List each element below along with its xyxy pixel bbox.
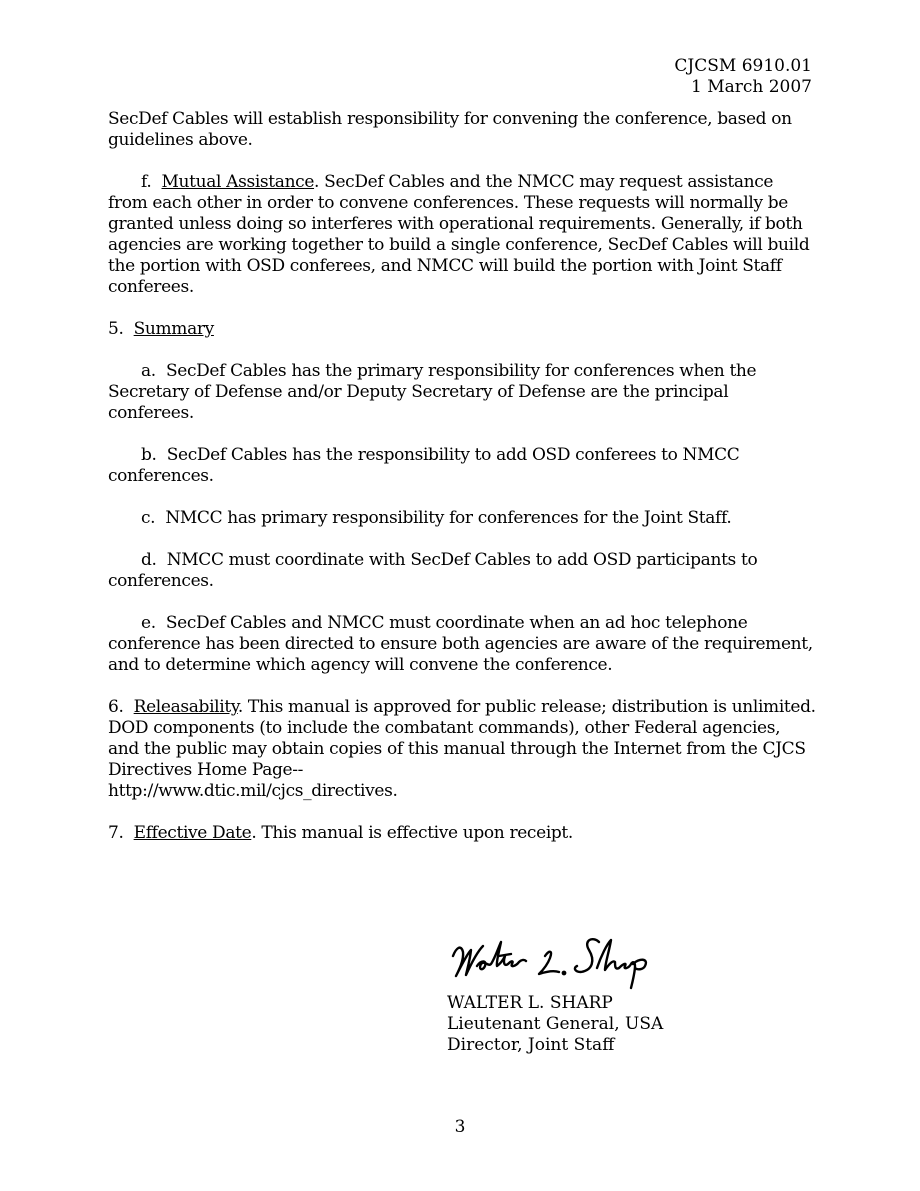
summary-item-text: NMCC must coordinate with SecDef Cables to add OSD participants to conferences.: [108, 550, 758, 591]
signatory-name: WALTER L. SHARP: [447, 993, 613, 1013]
paragraph-f-heading: Mutual Assistance: [161, 172, 315, 192]
paragraph-f: [108, 172, 816, 298]
intro-paragraph: SecDef Cables will establish responsibility for convening the conference, based on guidelines above.: [108, 109, 792, 150]
summary-item-c: [108, 508, 816, 529]
summary-item-d: [108, 550, 816, 592]
section-7-heading: Effective Date: [133, 823, 252, 843]
signatory-details: [447, 993, 747, 1056]
section-7-text: . This manual is effective upon receipt.: [251, 823, 573, 843]
document-header: [674, 56, 812, 98]
summary-item-text: SecDef Cables has the primary responsibility for conferences when the Secretary of Defense and/or Deputy Secretary of Defense are the principal conferees.: [108, 361, 757, 423]
document-body: [108, 109, 816, 865]
section-6-text: . This manual is approved for public release; distribution is unlimited. DOD components (to include the combatant commands), other Federal agencies, and the public may obtain copies of this manual through the Internet from the CJCS Directives Home Page--: [108, 697, 816, 780]
handwritten-signature: [447, 930, 652, 992]
paragraph-f-marker: f.: [141, 172, 152, 192]
signature-block: [447, 930, 747, 1056]
page-number: 3: [454, 1117, 466, 1137]
section-7-number: 7.: [108, 823, 124, 843]
section-7: [108, 823, 816, 844]
summary-item-a: [108, 361, 816, 424]
summary-item-b: [108, 445, 816, 487]
signatory-rank: Lieutenant General, USA: [447, 1014, 664, 1034]
summary-item-marker: d.: [141, 550, 157, 570]
paragraph-f-text: . SecDef Cables and the NMCC may request assistance from each other in order to convene conferences. These requests will normally be granted unless doing so interferes with operational requirements. Generally, if both agencies are working together to build a single conference, SecDef Cables will build the portion with OSD conferees, and NMCC will build the portion with Joint Staff conferees.: [108, 172, 810, 297]
summary-item-e: [108, 613, 816, 676]
summary-item-text: SecDef Cables has the responsibility to add OSD conferees to NMCC conferences.: [108, 445, 740, 486]
document-date: 1 March 2007: [690, 77, 812, 97]
summary-item-marker: a.: [141, 361, 156, 381]
summary-item-marker: e.: [141, 613, 156, 633]
section-6: [108, 697, 816, 802]
section-5-title: Summary: [133, 319, 214, 339]
summary-item-marker: b.: [141, 445, 157, 465]
section-6-heading: Releasability: [133, 697, 238, 717]
section-5-number: 5.: [108, 319, 124, 339]
document-number: CJCSM 6910.01: [674, 56, 812, 76]
summary-item-marker: c.: [141, 508, 156, 528]
section-6-number: 6.: [108, 697, 124, 717]
summary-item-text: NMCC has primary responsibility for conferences for the Joint Staff.: [165, 508, 732, 528]
directives-url: http://www.dtic.mil/cjcs_directives.: [108, 781, 398, 801]
section-5-heading: [108, 319, 816, 340]
signatory-title: Director, Joint Staff: [447, 1035, 615, 1055]
summary-item-text: SecDef Cables and NMCC must coordinate when an ad hoc telephone conference has been directed to ensure both agencies are aware of the requirement, and to determine which agency will convene the conference.: [108, 613, 813, 675]
